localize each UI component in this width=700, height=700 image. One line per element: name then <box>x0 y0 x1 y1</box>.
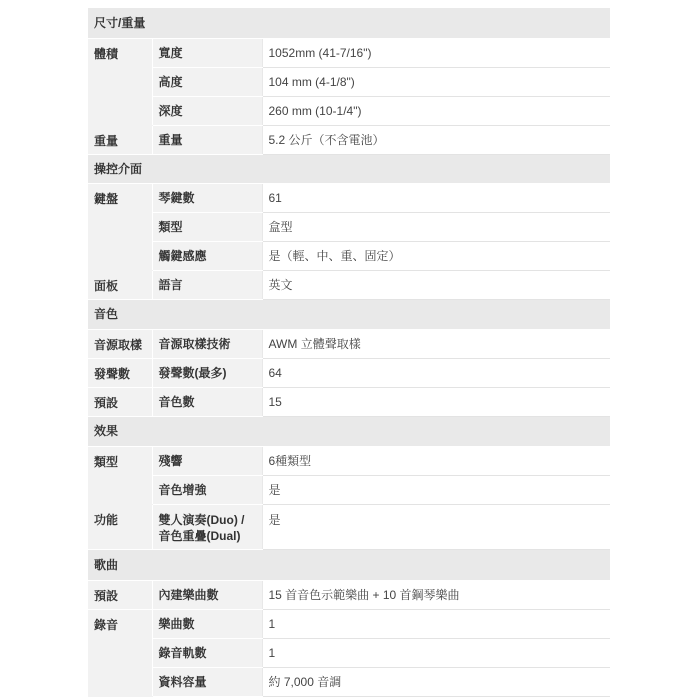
spec-row <box>88 609 610 638</box>
row-value: 約 7,000 音調 <box>262 667 610 696</box>
row-label: 發聲數(最多) <box>152 358 262 387</box>
row-label: 類型 <box>152 212 262 241</box>
spec-row <box>88 667 610 696</box>
row-category: 錄音 <box>88 609 152 696</box>
row-label: 殘響 <box>152 446 262 475</box>
row-label: 音色數 <box>152 387 262 416</box>
row-category: 面板 <box>88 270 152 299</box>
row-category: 發聲數 <box>88 358 152 387</box>
section-header-controls <box>88 154 610 183</box>
section-title: 歌曲 <box>88 549 610 580</box>
row-value: 1 <box>262 638 610 667</box>
row-label: 琴鍵數 <box>152 183 262 212</box>
row-category: 鍵盤 <box>88 183 152 270</box>
row-label: 音源取樣技術 <box>152 329 262 358</box>
row-value: 260 mm (10-1/4") <box>262 96 610 125</box>
row-value: 1052mm (41-7/16") <box>262 38 610 67</box>
row-category: 音源取樣 <box>88 329 152 358</box>
row-value: 是 <box>262 504 610 549</box>
row-label: 雙人演奏(Duo) / 音色重疊(Dual) <box>152 504 262 549</box>
row-category: 預設 <box>88 580 152 609</box>
row-label: 觸鍵感應 <box>152 241 262 270</box>
spec-row <box>88 475 610 504</box>
spec-table <box>88 8 610 697</box>
row-label: 語言 <box>152 270 262 299</box>
row-value: 5.2 公斤（不含電池） <box>262 125 610 154</box>
row-label: 深度 <box>152 96 262 125</box>
row-value: 1 <box>262 609 610 638</box>
section-title: 操控介面 <box>88 154 610 183</box>
row-category: 類型 <box>88 446 152 504</box>
spec-row <box>88 96 610 125</box>
spec-row <box>88 358 610 387</box>
row-value: 104 mm (4-1/8") <box>262 67 610 96</box>
spec-row <box>88 212 610 241</box>
spec-row <box>88 241 610 270</box>
row-category: 重量 <box>88 125 152 154</box>
row-category: 體積 <box>88 38 152 125</box>
section-title: 尺寸/重量 <box>88 8 610 38</box>
row-label: 內建樂曲數 <box>152 580 262 609</box>
row-value: 是（輕、中、重、固定） <box>262 241 610 270</box>
spec-row <box>88 67 610 96</box>
row-value: 英文 <box>262 270 610 299</box>
spec-row <box>88 125 610 154</box>
row-value: 6種類型 <box>262 446 610 475</box>
spec-row <box>88 504 610 549</box>
spec-row <box>88 270 610 299</box>
row-label: 寬度 <box>152 38 262 67</box>
spec-row <box>88 183 610 212</box>
row-value: 64 <box>262 358 610 387</box>
row-value: AWM 立體聲取樣 <box>262 329 610 358</box>
spec-row <box>88 446 610 475</box>
section-header-voices <box>88 299 610 329</box>
section-header-dimensions <box>88 8 610 38</box>
row-value: 是 <box>262 475 610 504</box>
row-value: 15 首音色示範樂曲 + 10 首鋼琴樂曲 <box>262 580 610 609</box>
section-title: 音色 <box>88 299 610 329</box>
row-category: 功能 <box>88 504 152 549</box>
spec-row <box>88 329 610 358</box>
spec-row <box>88 38 610 67</box>
spec-row <box>88 580 610 609</box>
row-value: 61 <box>262 183 610 212</box>
row-label: 音色增強 <box>152 475 262 504</box>
row-value: 盒型 <box>262 212 610 241</box>
row-category: 預設 <box>88 387 152 416</box>
row-label: 樂曲數 <box>152 609 262 638</box>
row-label: 資料容量 <box>152 667 262 696</box>
section-title: 效果 <box>88 416 610 446</box>
row-label: 錄音軌數 <box>152 638 262 667</box>
section-header-songs <box>88 549 610 580</box>
spec-row <box>88 638 610 667</box>
section-header-effects <box>88 416 610 446</box>
row-label: 高度 <box>152 67 262 96</box>
row-value: 15 <box>262 387 610 416</box>
spec-row <box>88 387 610 416</box>
row-label: 重量 <box>152 125 262 154</box>
